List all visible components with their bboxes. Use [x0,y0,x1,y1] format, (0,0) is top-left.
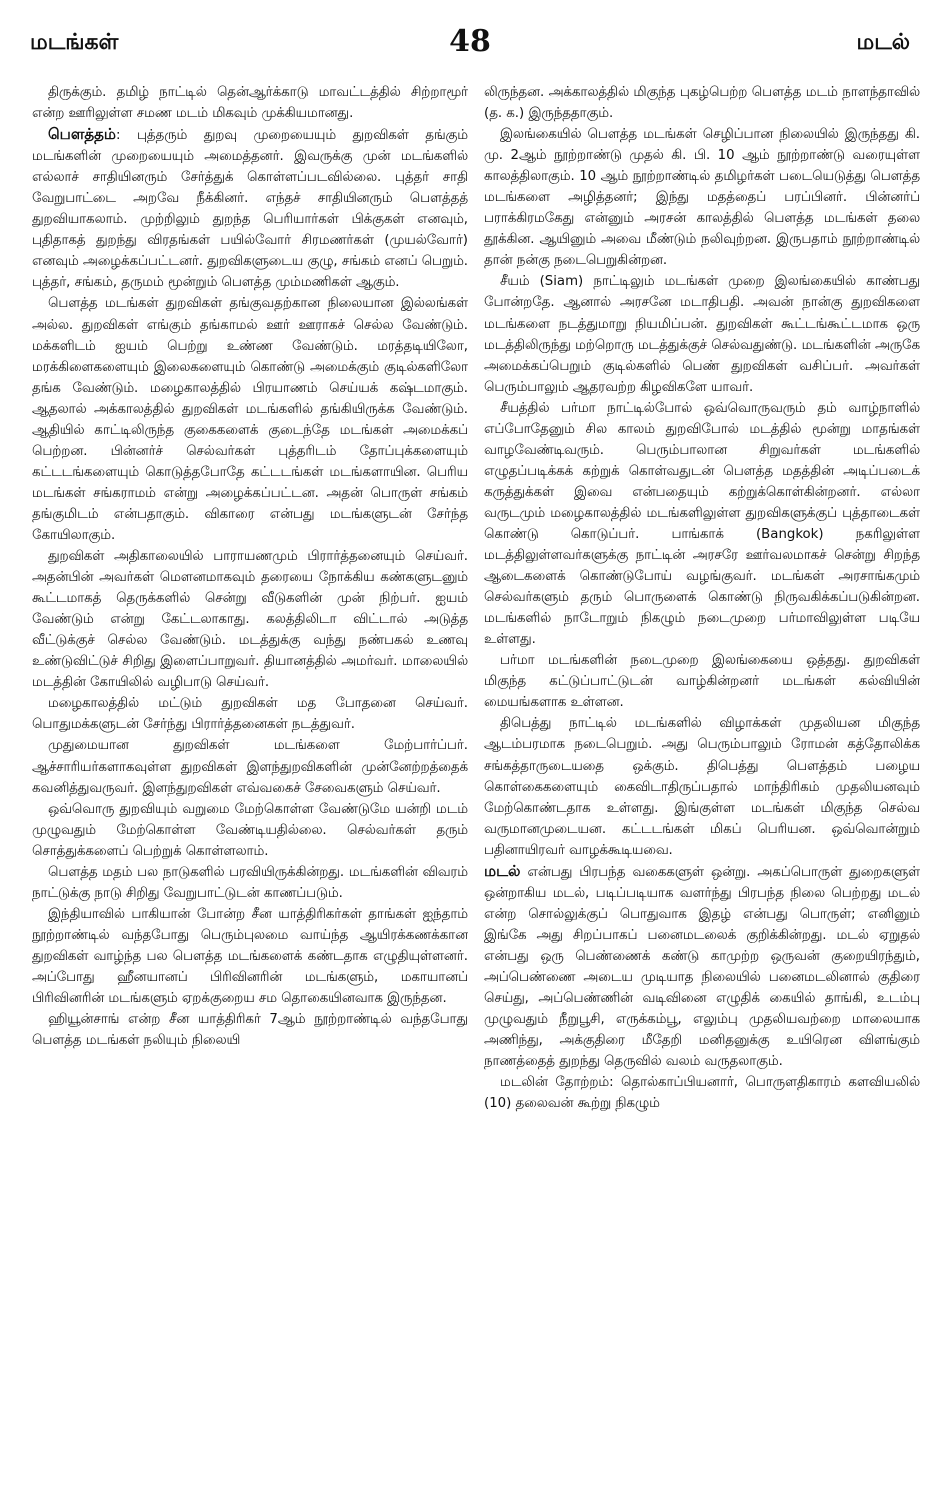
paragraph-text: ஒவ்வொரு துறவியும் வறுமை மேற்கொள்ள வேண்டுமே யன்றி மடம் முழுவதும் மேற்கொள்ள வேண்டியதில்லை. செல்வர்கள் தரும் சொத்துக்களைப் பெற்றுக் கொள்ளலாம். [32,801,468,859]
paragraph [484,398,920,651]
paragraph-text: பௌத்த மதம் பல நாடுகளில் பரவியிருக்கின்றது. மடங்களின் விவரம் நாட்டுக்கு நாடு சிறிது வேறுபாட்டுடன் காணப்படும். [32,864,468,901]
paragraph-text: பௌத்த மடங்கள் துறவிகள் தங்குவதற்கான நிலையான இல்லங்கள் அல்ல. துறவிகள் எங்கும் தங்காமல் ஊர் ஊராகச் செல்ல வேண்டும். மக்களிடம் ஐயம் பெற்று உண்ண வேண்டும். மரத்தடியிலோ, மரக்கிளைகளையும் இலைகளையும் கொண்டு அமைக்கும் குடில்களிலோ தங்க வேண்டும். மழைகாலத்தில் பிரயாணம் செய்யக் கஷ்டமாகும். ஆதலால் அக்காலத்தில் துறவிகள் மடங்களில் தங்கியிருக்க வேண்டும். ஆதியில் காட்டிலிருந்த குகைகளைக் குடைந்தே மடங்கள் அமைக்கப் பெற்றன. பின்னர்ச் செல்வர்கள் புத்தரிடம் தோப்புக்களையும் கட்டடங்களையும் கொடுத்தபோதே கட்டடங்கள் மடங்களாயின. பெரிய மடங்கள் சங்கராமம் என்று அழைக்கப்பட்டன. அதன் பொருள் சங்கம் தங்குமிடம் என்பதாகும். விகாரை என்பது மடங்களுடன் சேர்ந்த கோயிலாகும். [32,296,468,543]
paragraph-text: இந்தியாவில் பாகியான் போன்ற சீன யாத்திரிகர்கள் தாங்கள் ஐந்தாம் நூற்றாண்டில் வந்தபோது பெரும்புலமை வாய்ந்த ஆயிரக்கணக்கான துறவிகள் வாழ்ந்த பல பௌத்த மடங்களைக் கண்டதாக எழுதியுள்ளனர். அப்போது ஹீனயானப் பிரிவினரின் மடங்களும், மகாயானப் பிரிவினரின் மடங்களும் ஏறக்குறைய சம தொகையினவாக இருந்தன. [32,906,468,1007]
paragraph [32,862,468,904]
paragraph [32,546,468,693]
paragraph-text: திபெத்து நாட்டில் மடங்களில் விழாக்கள் முதலியன மிகுந்த ஆடம்பரமாக நடைபெறும். அது பெரும்பாலும் ரோமன் கத்தோலிக்க சங்கத்தாருடையதை ஒக்கும். திபெத்து பௌத்தம் பழைய கொள்கைகளையும் கைவிடாதிருப்பதால் மாந்திரிகம் முதலியனவும் மேற்கொண்டதாக உள்ளது. இங்குள்ள மடங்கள் மிகுந்த செல்வ வருமானமுடையன. கட்டடங்கள் மிகப் பெரியன. ஒவ்வொன்றும் பதினாயிரவர் வாழக்கூடியவை. [484,716,920,858]
paragraph [484,1072,920,1114]
paragraph-text: மடலின் தோற்றம்: தொல்காப்பியனார், பொருளதிகாரம் களவியலில் (10) தலைவன் கூற்று நிகழும் [484,1075,920,1112]
paragraph-text: ஹியூன்சாங் என்ற சீன யாத்திரிகர் 7ஆம் நூற்றாண்டில் வந்தபோது பௌத்த மடங்கள் நலியும் நிலையி [32,1012,468,1049]
left-column [32,82,468,1472]
paragraph [32,82,468,124]
paragraph [32,799,468,862]
paragraph-text: பர்மா மடங்களின் நடைமுறை இலங்கையை ஒத்தது. துறவிகள் மிகுந்த கட்டுப்பாட்டுடன் வாழ்கின்றனர் மடங்கள் கல்வியின் மையங்களாக உள்ளன. [484,653,920,711]
paragraph [484,713,920,860]
paragraph-text: லிருந்தன. அக்காலத்தில் மிகுந்த புகழ்பெற்ற பௌத்த மடம் நாளந்தாவில் (த. க.) இருந்ததாகும். [484,85,920,122]
paragraph-text: என்பது பிரபந்த வகைகளுள் ஒன்று. அகப்பொருள் துறைகளுள் ஒன்றாகிய மடல், படிப்படியாக வளர்ந்து பிரபந்த நிலை பெற்றது மடல் என்ற சொல்லுக்குப் பொதுவாக இதழ் என்பது பொருள்; எனினும் இங்கே அது சிறப்பாகப் பனைமடலைக் குறிக்கின்றது. மடல் ஏறுதல் என்பது ஒரு பெண்ணைக் கண்டு காமுற்ற ஒருவன் குறையிரந்தும், அப்பெண்ணை அடைய முடியாத நிலையில் பனைமடலினால் குதிரை செய்து, அப்பெண்ணின் வடிவினை எழுதிக் கையில் தாங்கி, உடம்பு முழுவதும் நீறுபூசி, எருக்கம்பூ, எலும்பு முதலியவற்றை மாலையாக அணிந்து, அக்குதிரை மீதேறி மனிதனுக்கு உயிரென விளங்கும் நாணத்தைத் துறந்து தெருவில் வலம் வருதலாகும். [484,864,920,1070]
headword: மடல் [484,861,521,880]
paragraph [484,861,920,1072]
paragraph [484,271,920,397]
paragraph-text: துறவிகள் அதிகாலையில் பாராயணமும் பிரார்த்தனையும் செய்வர். அதன்பின் அவர்கள் மௌனமாகவும் தரையை நோக்கிய கண்களுடனும் கூட்டமாகத் தெருக்களில் சென்று வீடுகளின் முன் நிற்பர். ஐயம் வேண்டும் என்று கேட்டலாகாது. கலத்திலிடா விட்டால் அடுத்த வீட்டுக்குச் செல்ல வேண்டும். மடத்துக்கு வந்து நண்பகல் உணவு உண்டுவிட்டுச் சிறிது இளைப்பாறுவர். தியானத்தில் அமர்வர். மாலையில் மடத்தின் கோயிலில் வழிபாடு செய்வர். [32,549,468,691]
running-head-right: மடல் [856,30,910,55]
paragraph [32,293,468,546]
page-header [30,24,910,70]
paragraph [32,693,468,735]
paragraph [32,735,468,798]
paragraph [32,124,468,293]
right-column [484,82,920,1472]
paragraph-text: : புத்தரும் துறவு முறையையும் துறவிகள் தங்கும் மடங்களின் முறையையும் அமைத்தனர். இவருக்கு முன் மடங்களில் எல்லாச் சாதியினரும் சேர்த்துக் கொள்ளப்படவில்லை. புத்தர் சாதி வேறுபாட்டை அறவே நீக்கினர். எந்தச் சாதியினரும் பௌத்தத் துறவியாகலாம். முற்றிலும் துறந்த பெரியார்கள் பிக்குகள் எனவும், புதிதாகத் துறந்து விரதங்கள் பயில்வோர் சிரமணர்கள் (முயல்வோர்) எனவும் அழைக்கப்பட்டனர். துறவிகளுடைய குழு, சங்கம் எனப் பெறும். புத்தர், சங்கம், தருமம் மூன்றும் பௌத்த மும்மணிகள் ஆகும். [32,128,468,291]
paragraph [484,82,920,124]
headword: பௌத்தம் [48,125,116,144]
paragraph-text: முதுமையான துறவிகள் மடங்களை மேற்பார்ப்பர். ஆச்சாரியர்களாகவுள்ள துறவிகள் இளந்துறவிகளின் முன்னேற்றத்தைக் கவனித்துவருவர். இளந்துறவிகள் எவ்வகைச் சேவைகளும் செய்வர். [32,738,468,796]
running-head-left: மடங்கள் [30,30,119,55]
paragraph-text: திருக்கும். தமிழ் நாட்டில் தென்ஆர்க்காடு மாவட்டத்தில் சிற்றாமூர் என்ற ஊரிலுள்ள சமண மடம் மிகவும் முக்கியமானது. [32,85,468,122]
paragraph-text: மழைகாலத்தில் மட்டும் துறவிகள் மத போதனை செய்வர். பொதுமக்களுடன் சேர்ந்து பிரார்த்தனைகள் நடத்துவர். [32,696,468,733]
paragraph-text: இலங்கையில் பௌத்த மடங்கள் செழிப்பான நிலையில் இருந்தது கி. மு. 2ஆம் நூற்றாண்டு முதல் கி. பி. 10 ஆம் நூற்றாண்டு வரையுள்ள காலத்திலாகும். 10 ஆம் நூற்றாண்டில் தமிழர்கள் படையெடுத்து பௌத்த மடங்களை அழித்தனர்; இந்து மதத்தைப் பரப்பினர். பின்னர்ப் பராக்கிரமகேது என்னும் அரசன் காலத்தில் பௌத்த மடங்கள் தலை தூக்கின. ஆயினும் அவை மீண்டும் நலிவுற்றன. இருபதாம் நூற்றாண்டில் தான் நன்கு நடைபெறுகின்றன. [484,127,920,269]
page-number: 48 [449,24,491,59]
paragraph [484,650,920,713]
paragraph-text: சீயத்தில் பர்மா நாட்டில்போல் ஒவ்வொருவரும் தம் வாழ்நாளில் எப்போதேனும் சில காலம் துறவிபோல் மடத்தில் மூன்று மாதங்கள் வாழவேண்டிவரும். பெரும்பாலான சிறுவர்கள் மடங்களில் எழுதப்படிக்கக் கற்றுக் கொள்வதுடன் பௌத்த மதத்தின் அடிப்படைக் கருத்துக்கள் இவை என்பதையும் கற்றுக்கொள்கின்றனர். எல்லா வருடமும் மழைகாலத்தில் மடங்களிலுள்ள துறவிகளுக்குப் புத்தாடைகள் கொண்டு கொடுப்பர். பாங்காக் (Bangkok) நகரிலுள்ள மடத்திலுள்ளவர்களுக்கு நாட்டின் அரசரே ஊர்வலமாகச் சென்று சிறந்த ஆடைகளைக் கொண்டுபோய் வழங்குவர். மடங்கள் அரசாங்கமும் செல்வர்களும் தரும் பொருளைக் கொண்டு நிருவகிக்கப்படுகின்றன. மடங்களில் நாடோறும் நிகழும் நடைமுறை பர்மாவிலுள்ள படியே உள்ளது. [484,400,920,648]
paragraph [32,1009,468,1051]
paragraph [484,124,920,271]
paragraph-text: சீயம் (Siam) நாட்டிலும் மடங்கள் முறை இலங்கையில் காண்பது போன்றதே. ஆனால் அரசனே மடாதிபதி. அவன் நான்கு துறவிகளை மடங்களை நடத்துமாறு நியமிப்பன். துறவிகள் கூட்டங்கூட்டமாக ஒரு மடத்திலிருந்து மற்றொரு மடத்துக்குச் செல்வதுண்டு. மடங்களின் அருகே அமைக்கப்பெறும் குடில்களில் பெண் துறவிகள் வசிப்பர். அவர்கள் பெரும்பாலும் ஆதரவற்ற கிழவிகளே யாவர். [484,274,920,395]
paragraph [32,904,468,1009]
